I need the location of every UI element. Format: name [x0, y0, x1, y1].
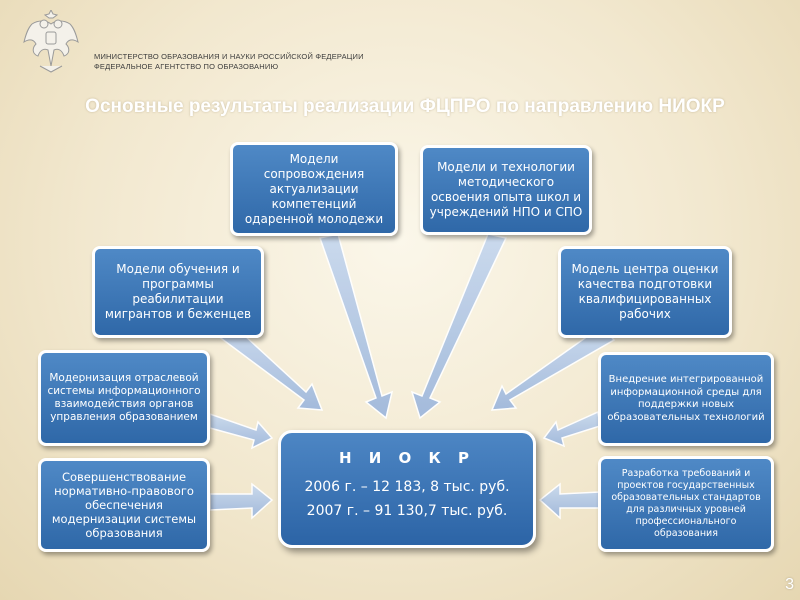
arrow-bottom-right — [540, 484, 600, 518]
arrow-low-right — [544, 412, 600, 446]
box-gifted-youth-models-text: Модели сопровождения актуализации компетенций одаренной молодежи — [244, 151, 384, 226]
arrow-top-left — [320, 234, 392, 418]
box-information-system-modernization — [38, 350, 210, 446]
box-education-standards — [598, 456, 774, 552]
arrow-top-right — [412, 234, 506, 418]
box-legal-framework-text: Совершенствование нормативно-правового обеспечения модернизации системы образования — [51, 470, 197, 540]
funding-2007: 2007 г. – 91 130,7 тыс. руб. — [306, 503, 508, 519]
box-integrated-environment — [598, 352, 774, 446]
niokr-title: Н И О К Р — [338, 449, 475, 467]
page-number: 3 — [785, 576, 794, 593]
agency-name: ФЕДЕРАЛЬНОЕ АГЕНТСТВО ПО ОБРАЗОВАНИЮ — [94, 62, 279, 71]
slide-title: Основные результаты реализации ФЦПРО по направлению НИОКР — [85, 96, 725, 117]
ministry-name: МИНИСТЕРСТВО ОБРАЗОВАНИЯ И НАУКИ РОССИЙСКОЙ ФЕДЕРАЦИИ — [94, 52, 364, 61]
niokr-center-box — [278, 430, 536, 548]
box-education-standards-text: Разработка требований и проектов государственных образовательных стандартов для различных уровней профессионального образования — [611, 468, 761, 539]
box-legal-framework — [38, 458, 210, 552]
box-migrant-education-models-text: Модели обучения и программы реабилитации мигрантов и беженцев — [104, 262, 252, 321]
box-methodology-models — [420, 145, 592, 235]
box-migrant-education-models — [92, 246, 264, 338]
box-information-system-modernization-text: Модернизация отраслевой системы информационного взаимодействия органов управления образованием — [47, 372, 201, 423]
box-quality-assessment-model — [558, 246, 732, 338]
arrow-mid-right — [492, 326, 614, 410]
arrow-bottom-left — [210, 484, 272, 518]
box-integrated-environment-text: Внедрение интегрированной информационной среды для поддержки новых образовательных технологий — [607, 374, 765, 423]
arrow-low-left — [210, 414, 272, 448]
box-methodology-models-text: Модели и технологии методического освоения опыта школ и учреждений НПО и СПО — [429, 160, 583, 219]
box-gifted-youth-models — [230, 142, 398, 236]
funding-2006: 2006 г. – 12 183, 8 тыс. руб. — [304, 479, 510, 495]
box-quality-assessment-model-text: Модель центра оценки качества подготовки квалифицированных рабочих — [571, 262, 719, 321]
